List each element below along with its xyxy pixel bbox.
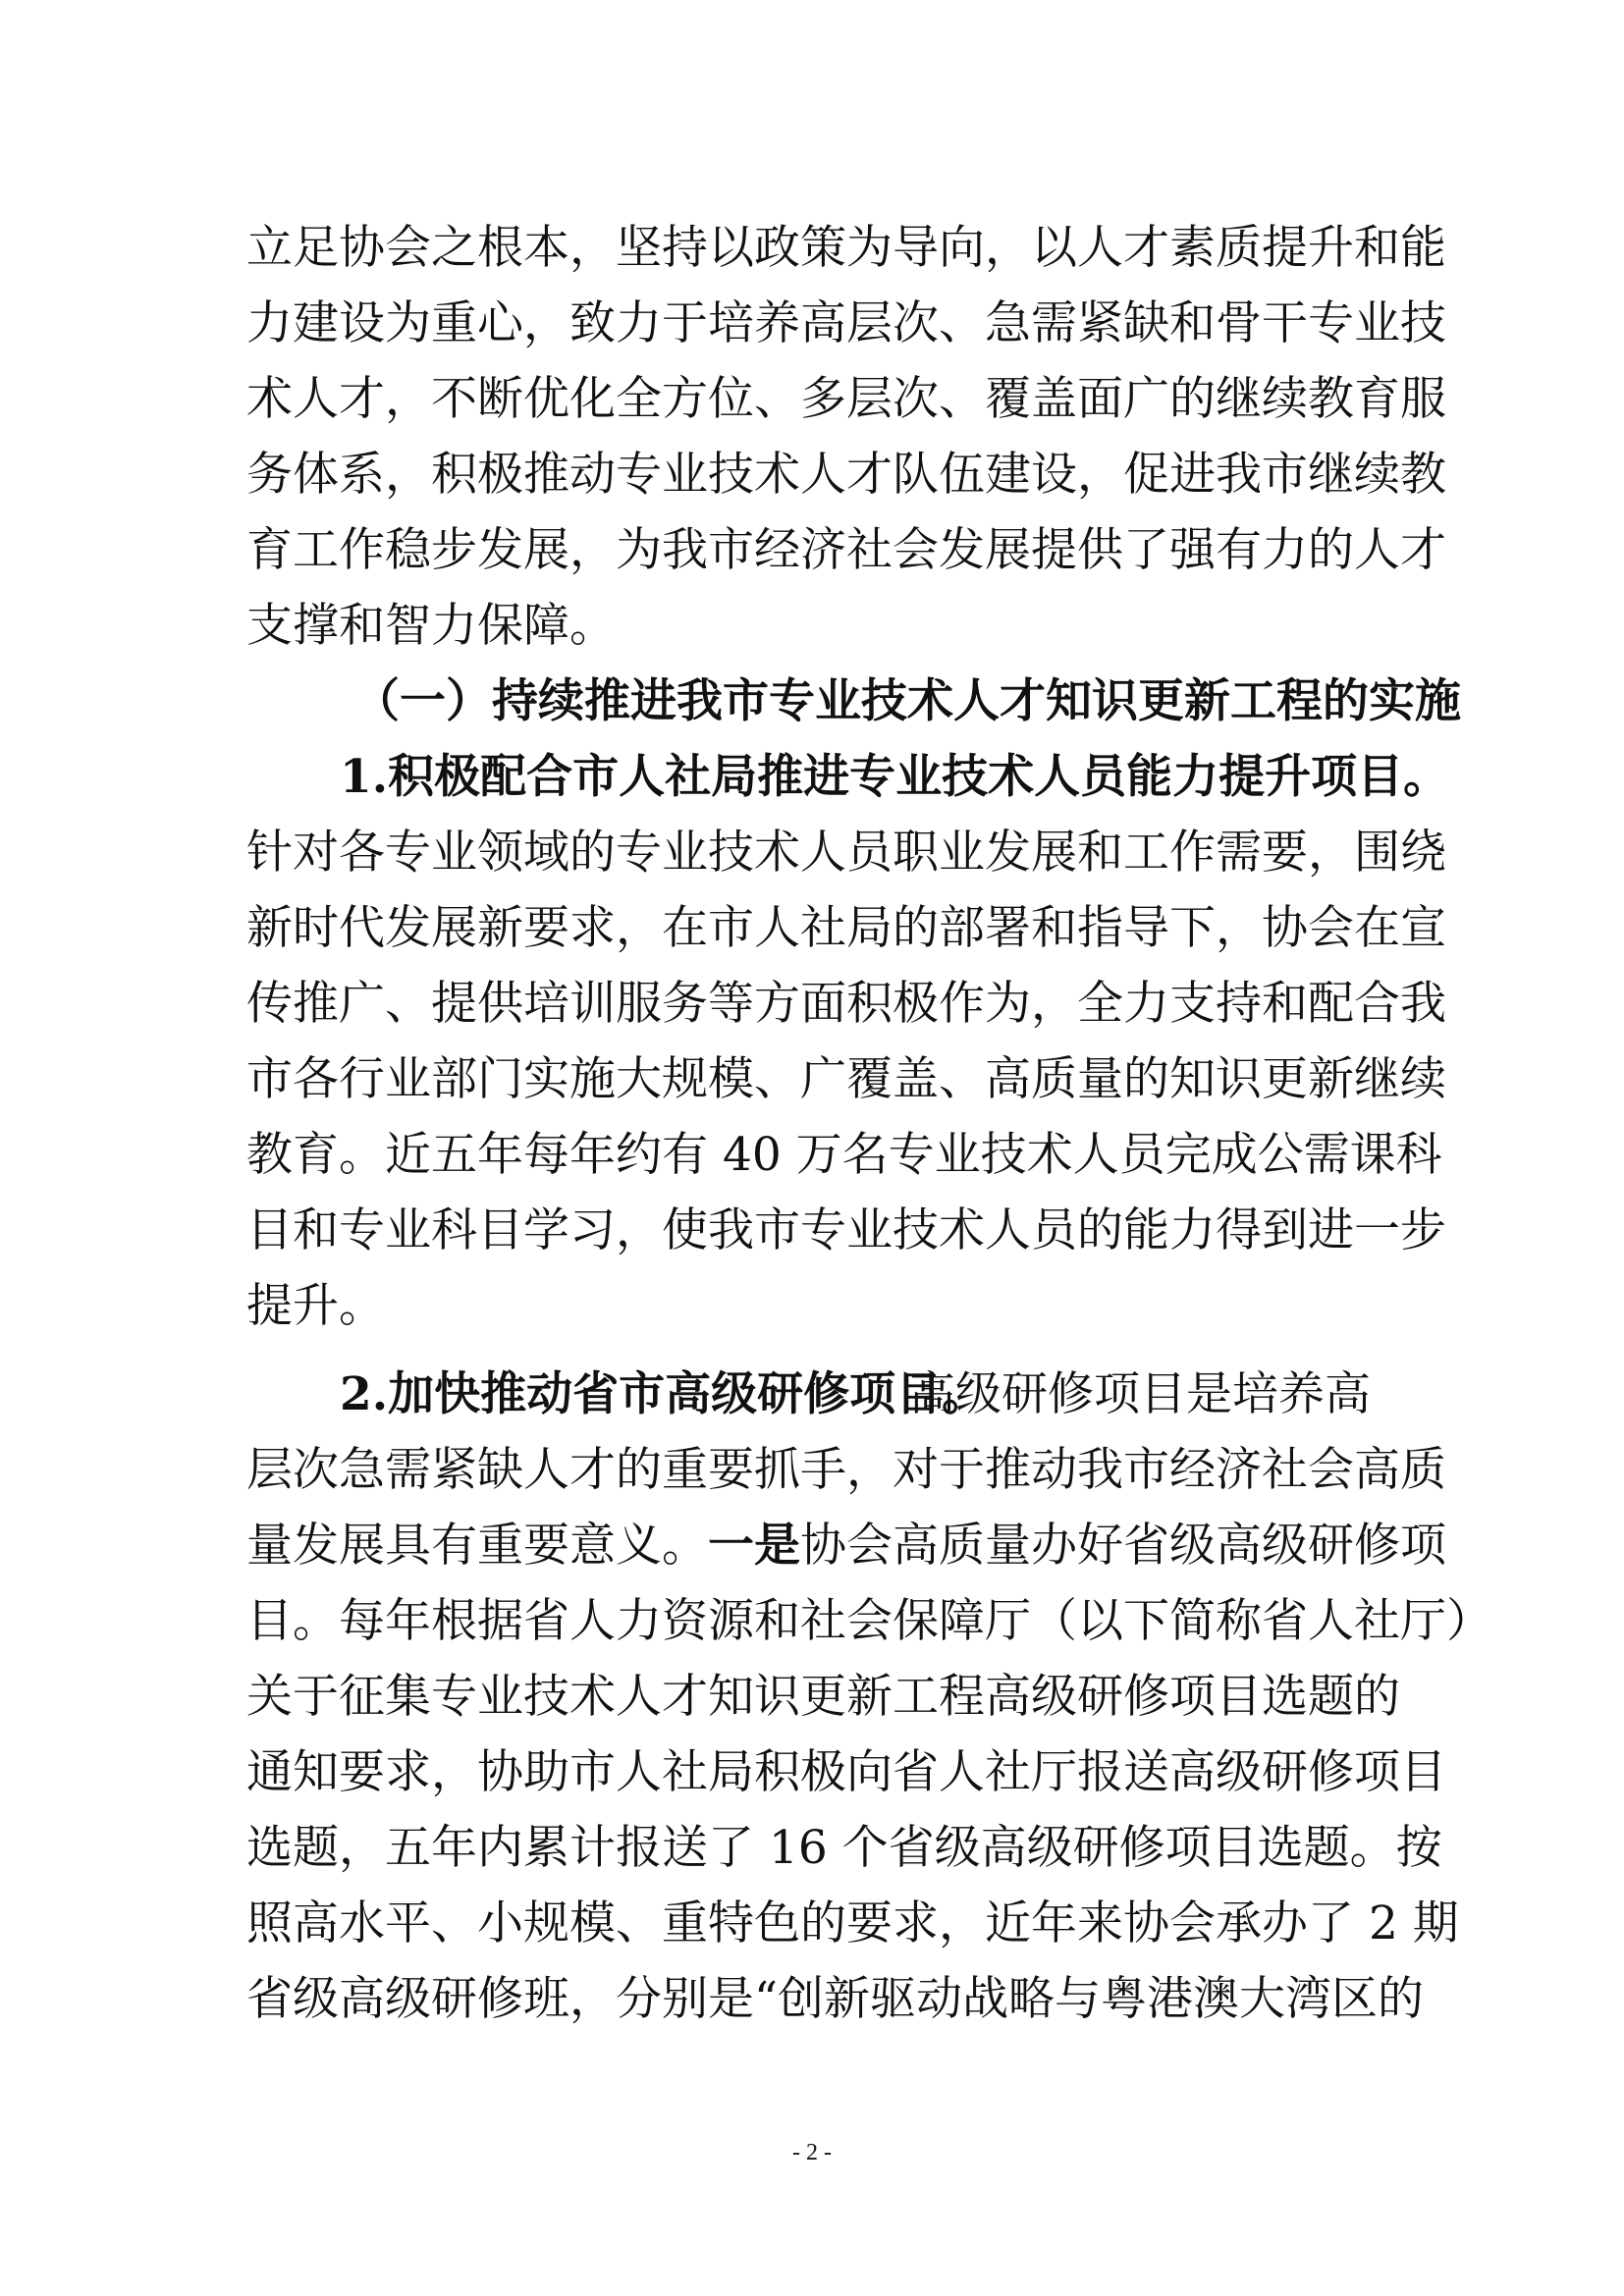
line-text: 选题，五年内累计报送了 16 个省级高级研修项目选题。按: [246, 1821, 1442, 1875]
text-line: [0, 1811, 1624, 1885]
text-line: [0, 1962, 1624, 2036]
item-heading: [0, 740, 1624, 814]
text-line: [0, 513, 1624, 587]
item-heading-text: 2.加快推动省市高级研修项目。: [340, 1367, 989, 1421]
section-heading-text: （一）持续推进我市专业技术人才知识更新工程的实施: [353, 674, 1461, 728]
text-line: [0, 1509, 1624, 1582]
text-line: [0, 1660, 1624, 1734]
line-text: 育工作稳步发展，为我市经济社会发展提供了强有力的人才: [246, 523, 1446, 577]
text-line: [0, 1887, 1624, 1960]
text-line: [0, 1042, 1624, 1116]
text-line: [0, 1735, 1624, 1809]
text-line: [0, 1358, 1624, 1431]
line-text: 关于征集专业技术人才知识更新工程高级研修项目选题的: [246, 1670, 1400, 1724]
text-line: [0, 438, 1624, 511]
text-line: [0, 287, 1624, 360]
emphasis-text: 一是: [708, 1519, 800, 1573]
line-text: 术人才，不断优化全方位、多层次、覆盖面广的继续教育服: [246, 372, 1446, 426]
item-heading-text: 1.积极配合市人社局推进专业技术人员能力提升项目。: [340, 750, 1450, 804]
text-line: [0, 967, 1624, 1041]
text-line: [0, 362, 1624, 436]
line-text: 传推广、提供培训服务等方面积极作为，全力支持和配合我: [246, 977, 1446, 1031]
text-line: [0, 1269, 1624, 1343]
line-text: 协会高质量办好省级高级研修项: [800, 1519, 1446, 1573]
line-text: 目和专业科目学习，使我市专业技术人员的能力得到进一步: [246, 1203, 1446, 1257]
line-text: 支撑和智力保障。: [246, 599, 616, 653]
line-text: 照高水平、小规模、重特色的要求，近年来协会承办了 2 期: [246, 1896, 1459, 1950]
line-text: 省级高级研修班，分别是“创新驱动战略与粤港澳大湾区的: [246, 1972, 1425, 2026]
page-number: - 2 -: [792, 2140, 832, 2165]
line-text: 教育。近五年每年约有 40 万名专业技术人员完成公需课科: [246, 1128, 1442, 1182]
line-text: 市各行业部门实施大规模、广覆盖、高质量的知识更新继续: [246, 1052, 1446, 1106]
line-text: 层次急需紧缺人才的重要抓手，对于推动我市经济社会高质: [246, 1443, 1446, 1497]
text-line: [0, 1433, 1624, 1507]
text-line: [0, 891, 1624, 965]
line-text: 力建设为重心，致力于培养高层次、急需紧缺和骨干专业技: [246, 296, 1446, 350]
text-line: [0, 1584, 1624, 1658]
text-line: [0, 816, 1624, 889]
line-text: 提升。: [246, 1279, 385, 1333]
line-text: 针对各专业领域的专业技术人员职业发展和工作需要，围绕: [246, 826, 1446, 880]
text-line: [0, 211, 1624, 285]
line-text: 务体系，积极推动专业技术人才队伍建设，促进我市继续教: [246, 448, 1446, 502]
text-line: [0, 589, 1624, 663]
line-text: 量发展具有重要意义。: [246, 1519, 708, 1573]
line-text: 目。每年根据省人力资源和社会保障厅（以下简称省人社厅）: [246, 1594, 1492, 1648]
line-text: 新时代发展新要求，在市人社局的部署和指导下，协会在宣: [246, 901, 1446, 955]
line-text: 高级研修项目是培养高: [909, 1367, 1371, 1421]
line-text: 通知要求，协助市人社局积极向省人社厅报送高级研修项目: [246, 1745, 1446, 1799]
text-line: [0, 1118, 1624, 1192]
line-text: 立足协会之根本，坚持以政策为导向，以人才素质提升和能: [246, 221, 1446, 275]
text-line: [0, 1194, 1624, 1267]
section-heading: [0, 665, 1624, 738]
